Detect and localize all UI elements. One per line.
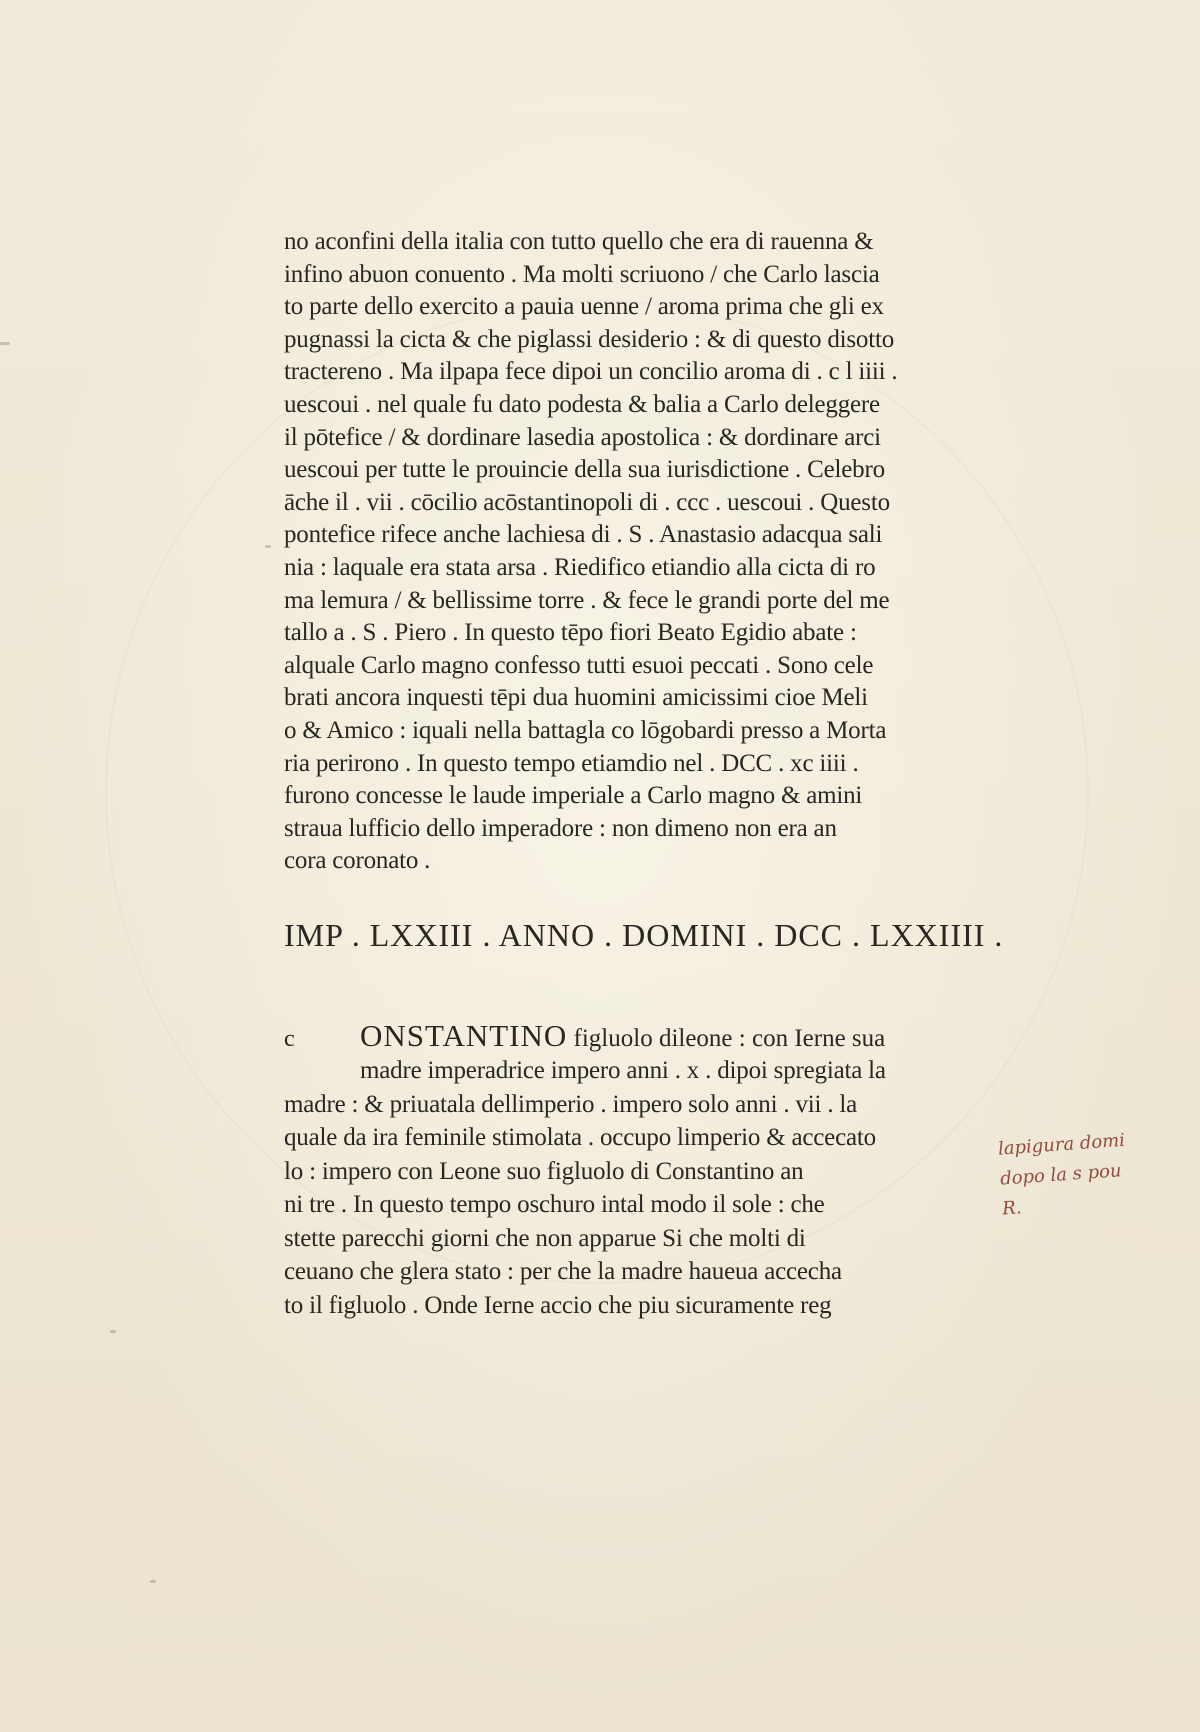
annotation-line: lapigura domi [997,1129,1126,1160]
annotation-line: R. [1001,1197,1023,1220]
text-line: to il figluolo . Onde Ierne accio che piu sicuramente reg [284,1291,832,1319]
initial-word: ONSTANTINO [360,1018,568,1053]
text-line: ceuano che glera stato : per che la madre haueua accecha [284,1258,842,1285]
text-line: infino abuon conuento . Ma molti scriuono / che Carlo lascia [284,260,880,288]
text-line: il pōtefice / & dordinare lasedia apostolica : & dordinare arci [284,423,881,451]
text-line: madre imperadrice impero anni . x . dipoi spregiata la [360,1057,886,1084]
text-line: alquale Carlo magno confesso tutti esuoi peccati . Sono cele [284,651,874,679]
text-line: stette parecchi giorni che non apparue Si che molti di [284,1224,806,1252]
margin-mark [110,1330,116,1333]
text-line: lo : impero con Leone suo figluolo di Constantino an [284,1157,804,1185]
handwritten-annotation [997,1121,1193,1224]
section-body [284,1018,984,1322]
text-line: ma lemura / & bellissime torre . & fece le grandi porte del me [284,586,890,614]
text-line: pugnassi la cicta & che piglassi desiderio : & di questo disotto [284,325,895,353]
section-heading: IMP . LXXIII . ANNO . DOMINI . DCC . LXXIIII . [284,917,1004,953]
text-line: tractereno . Ma ilpapa fece dipoi un concilio aroma di . c l iiii . [284,358,898,386]
text-line: no aconfini della italia con tutto quello che era di rauenna & [284,228,874,255]
margin-mark [265,545,271,548]
text-line: straua lufficio dello imperadore : non dimeno non era an [284,814,837,842]
text-line: cora coronato . [284,847,431,875]
text-line: nia : laquale era stata arsa . Riedifico etiandio alla cicta di ro [284,553,876,581]
text-line: o & Amico : iquali nella battagla co lōgobardi presso a Morta [284,716,887,744]
text-line: tallo a . S . Piero . In questo tēpo fiori Beato Egidio abate : [284,619,857,647]
text-line: uescoui . nel quale fu dato podesta & balia a Carlo deleggere [284,390,880,418]
text-line: pontefice rifece anche lachiesa di . S . Anastasio adacqua sali [284,521,883,549]
guide-letter: c [284,1026,295,1052]
text-line: quale da ira feminile stimolata . occupo limperio & accecato [284,1124,876,1151]
first-line-text: figluolo dileone : con Ierne sua [573,1025,886,1052]
text-line: brati ancora inquesti tēpi dua huomini amicissimi cioe Meli [284,684,868,712]
text-line: uescoui per tutte le prouincie della sua iurisdictione . Celebro [284,456,885,484]
edge-mark [0,342,10,345]
paragraph-continued [284,226,984,878]
text-line: to parte dello exercito a pauia uenne / aroma prima che gli ex [284,293,884,321]
first-line [284,1018,984,1054]
text-line: āche il . vii . cōcilio acōstantinopoli di . ccc . uescoui . Questo [284,488,890,516]
margin-mark [150,1580,156,1583]
text-line: madre : & priuatala dellimperio . impero solo anni . vii . la [284,1090,858,1118]
text-line: ria perirono . In questo tempo etiamdio nel . DCC . xc iiii . [284,749,859,777]
text-line: ni tre . In questo tempo oschuro intal modo il sole : che [284,1191,825,1218]
annotation-line: dopo la s pou [999,1160,1123,1190]
text-line: furono concesse le laude imperiale a Carlo magno & amini [284,782,863,810]
